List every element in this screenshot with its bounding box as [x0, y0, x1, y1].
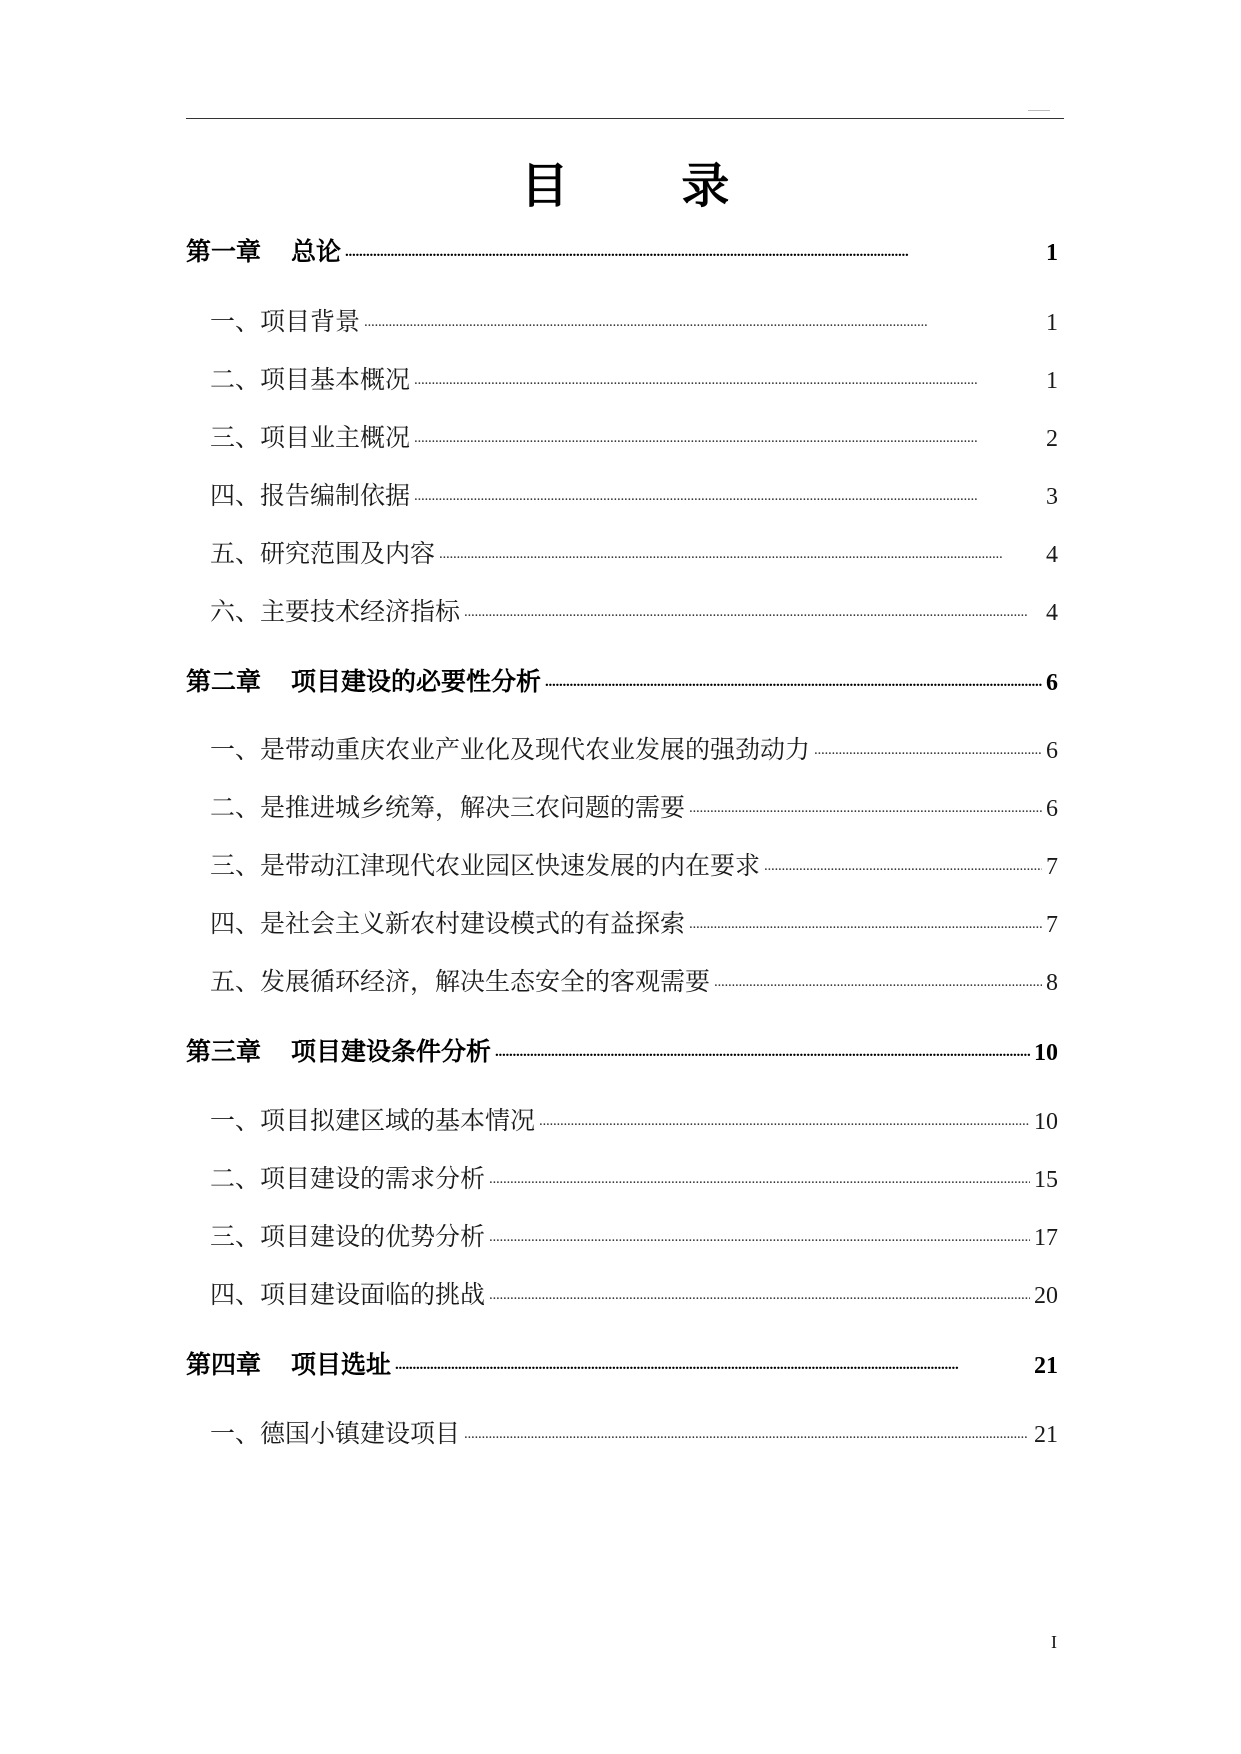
toc-section-entry[interactable]: [186, 418, 1058, 458]
toc-page-number: 7: [1046, 912, 1058, 938]
toc-dot-leader: [464, 595, 1042, 620]
toc-entry-number: 二、: [210, 793, 261, 822]
toc-section-entry[interactable]: [186, 302, 1058, 342]
toc-page-number: 10: [1034, 1040, 1058, 1066]
toc-entry-label: 项目建设面临的挑战: [260, 1280, 486, 1309]
toc-dot-leader: [764, 849, 1042, 874]
toc-entry-label: 德国小镇建设项目: [260, 1419, 461, 1448]
toc-entry-label: 项目选址: [291, 1350, 392, 1379]
toc-entry-label: 项目背景: [260, 307, 361, 336]
toc-chapter-entry[interactable]: [186, 232, 1058, 272]
toc-entry-label: 主要技术经济指标: [260, 597, 461, 626]
toc-section-entry[interactable]: [186, 1101, 1058, 1141]
toc-entry-number: 四、: [210, 481, 261, 510]
toc-entry-number: 一、: [210, 1106, 261, 1135]
toc-section-entry[interactable]: [186, 788, 1058, 828]
toc-dot-leader: [489, 1162, 1030, 1187]
toc-entry-label: 项目建设的优势分析: [260, 1222, 486, 1251]
toc-entry-number: 三、: [210, 851, 261, 880]
toc-page-number: 4: [1046, 542, 1058, 568]
toc-entry-label: 是推进城乡统筹，解决三农问题的需要: [260, 793, 686, 822]
toc-title: 目 录: [520, 158, 778, 214]
toc-page-number: 1: [1046, 310, 1058, 336]
toc-page-number: 3: [1046, 484, 1058, 510]
toc-dot-leader: [539, 1104, 1030, 1129]
toc-dot-leader: [414, 363, 1042, 388]
toc-page-number: 17: [1034, 1225, 1058, 1251]
toc-page-number: 6: [1046, 738, 1058, 764]
toc-page-number: 15: [1034, 1167, 1058, 1193]
toc-dot-leader: [714, 965, 1042, 990]
toc-entry-label: 报告编制依据: [260, 481, 411, 510]
toc-dot-leader: [814, 733, 1042, 758]
toc-entry-label: 发展循环经济，解决生态安全的客观需要: [260, 967, 711, 996]
toc-entry-label: 总论: [291, 237, 342, 266]
toc-dot-leader: [395, 1348, 1030, 1373]
toc-dot-leader: [439, 537, 1042, 562]
toc-dot-leader: [689, 907, 1042, 932]
toc-entry-label: 项目建设条件分析: [291, 1037, 492, 1066]
toc-section-entry[interactable]: [186, 846, 1058, 886]
toc-page-number: 20: [1034, 1283, 1058, 1309]
toc-entry-label: 研究范围及内容: [260, 539, 436, 568]
toc-entry-number: 一、: [210, 1419, 261, 1448]
toc-entry-label: 项目建设的必要性分析: [291, 667, 542, 696]
toc-entry-label: 是带动江津现代农业园区快速发展的内在要求: [260, 851, 761, 880]
toc-entry-label: 项目建设的需求分析: [260, 1164, 486, 1193]
toc-section-entry[interactable]: [186, 592, 1058, 632]
toc-section-entry[interactable]: [186, 962, 1058, 1002]
toc-entry-number: 一、: [210, 307, 261, 336]
header-mark: [1028, 110, 1050, 111]
toc-section-entry[interactable]: [186, 1159, 1058, 1199]
toc-entry-label: 项目基本概况: [260, 365, 411, 394]
toc-page-number: 10: [1034, 1109, 1058, 1135]
toc-entry-number: 第二章: [186, 667, 262, 696]
toc-section-entry[interactable]: [186, 904, 1058, 944]
toc-page-number: 1: [1046, 240, 1058, 266]
toc-section-entry[interactable]: [186, 476, 1058, 516]
toc-page-number: 1: [1046, 368, 1058, 394]
toc-section-entry[interactable]: [186, 360, 1058, 400]
toc-chapter-entry[interactable]: [186, 1345, 1058, 1385]
toc-entry-number: 五、: [210, 539, 261, 568]
toc-page-number: 21: [1034, 1353, 1058, 1379]
toc-entry-label: 是社会主义新农村建设模式的有益探索: [260, 909, 686, 938]
toc-section-entry[interactable]: [186, 1217, 1058, 1257]
toc-section-entry[interactable]: [186, 1414, 1058, 1454]
toc-section-entry[interactable]: [186, 1275, 1058, 1315]
toc-entry-number: 四、: [210, 909, 261, 938]
toc-page-number: 6: [1046, 796, 1058, 822]
toc-entry-number: 四、: [210, 1280, 261, 1309]
toc-dot-leader: [545, 665, 1042, 690]
toc-chapter-entry[interactable]: [186, 662, 1058, 702]
toc-page-number: 4: [1046, 600, 1058, 626]
footer-page-number: I: [1051, 1632, 1057, 1652]
toc-chapter-entry[interactable]: [186, 1032, 1058, 1072]
toc-entry-number: 第一章: [186, 237, 262, 266]
toc-entry-number: 三、: [210, 423, 261, 452]
toc-entry-label: 项目业主概况: [260, 423, 411, 452]
toc-page-number: 7: [1046, 854, 1058, 880]
toc-page-number: 21: [1034, 1422, 1058, 1448]
toc-dot-leader: [414, 479, 1042, 504]
toc-dot-leader: [489, 1278, 1030, 1303]
toc-entry-number: 五、: [210, 967, 261, 996]
toc-entry-number: 一、: [210, 735, 261, 764]
toc-dot-leader: [489, 1220, 1030, 1245]
toc-dot-leader: [414, 421, 1042, 446]
toc-page-number: 6: [1046, 670, 1058, 696]
toc-dot-leader: [464, 1417, 1030, 1442]
toc-section-entry[interactable]: [186, 534, 1058, 574]
toc-dot-leader: [345, 235, 1042, 260]
toc-entry-label: 是带动重庆农业产业化及现代农业发展的强劲动力: [260, 735, 811, 764]
toc-entry-number: 二、: [210, 1164, 261, 1193]
toc-entry-number: 二、: [210, 365, 261, 394]
toc-entry-number: 三、: [210, 1222, 261, 1251]
header-rule: [186, 118, 1064, 119]
toc-dot-leader: [364, 305, 1042, 330]
toc-dot-leader: [689, 791, 1042, 816]
toc-page-number: 8: [1046, 970, 1058, 996]
toc-entry-number: 六、: [210, 597, 261, 626]
toc-page-number: 2: [1046, 426, 1058, 452]
toc-entry-label: 项目拟建区域的基本情况: [260, 1106, 536, 1135]
toc-entry-number: 第四章: [186, 1350, 262, 1379]
toc-dot-leader: [495, 1035, 1030, 1060]
toc-entry-number: 第三章: [186, 1037, 262, 1066]
toc-section-entry[interactable]: [186, 730, 1058, 770]
